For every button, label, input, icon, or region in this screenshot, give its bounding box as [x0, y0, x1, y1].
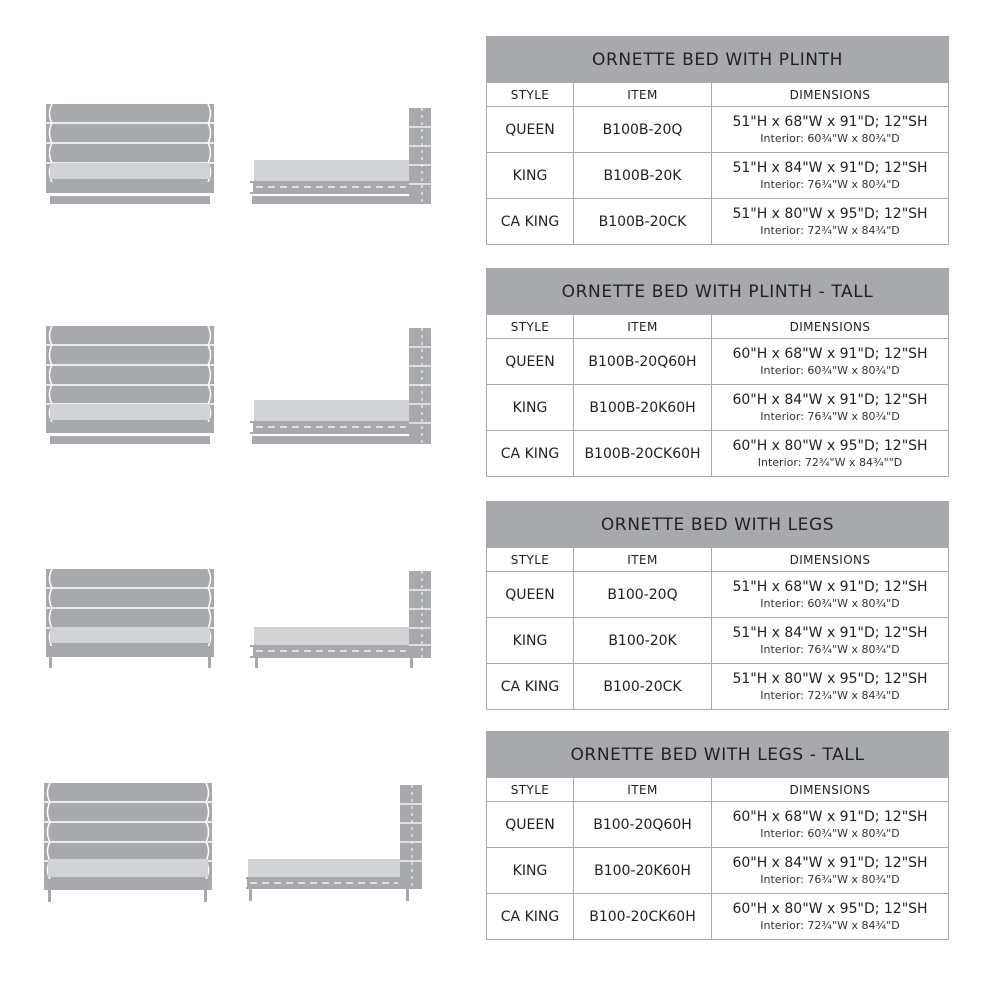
- item-cell: B100B-20CK60H: [574, 431, 712, 477]
- dimensions-text: 51"H x 80"W x 95"D; 12"SH: [732, 670, 928, 687]
- interior-text: Interior: 76¾"W x 80¾"D: [760, 872, 900, 886]
- item-cell: B100-20CK60H: [574, 894, 712, 940]
- table-row: [487, 618, 949, 664]
- item-cell: B100-20K: [574, 618, 712, 664]
- dimensions-text: 51"H x 68"W x 91"D; 12"SH: [732, 113, 928, 130]
- item-cell: B100B-20Q: [574, 107, 712, 153]
- table-row: [487, 339, 949, 385]
- dimensions-text: 60"H x 84"W x 91"D; 12"SH: [732, 391, 928, 408]
- table-row: [487, 848, 949, 894]
- col-header-dimensions: DIMENSIONS: [712, 83, 949, 107]
- table-row: [487, 431, 949, 477]
- col-header-item: ITEM: [574, 778, 712, 802]
- dimensions-cell: [712, 339, 949, 385]
- interior-text: Interior: 60¾"W x 80¾"D: [760, 596, 900, 610]
- dimensions-cell: [712, 153, 949, 199]
- item-cell: B100-20Q60H: [574, 802, 712, 848]
- col-header-dimensions: DIMENSIONS: [712, 548, 949, 572]
- interior-text: Interior: 76¾"W x 80¾"D: [760, 409, 900, 423]
- style-cell: CA KING: [487, 199, 574, 245]
- dimensions-text: 51"H x 84"W x 91"D; 12"SH: [732, 624, 928, 641]
- col-header-style: STYLE: [487, 315, 574, 339]
- dimensions-text: 60"H x 84"W x 91"D; 12"SH: [732, 854, 928, 871]
- bed-front-view-drawing: [44, 104, 216, 206]
- dimensions-cell: [712, 431, 949, 477]
- table-row: [487, 664, 949, 710]
- col-header-item: ITEM: [574, 315, 712, 339]
- style-cell: QUEEN: [487, 802, 574, 848]
- style-cell: CA KING: [487, 431, 574, 477]
- bed-side-view-drawing: [246, 106, 436, 206]
- interior-text: Interior: 76¾"W x 80¾"D: [760, 642, 900, 656]
- bed-front-view-drawing: [44, 783, 216, 905]
- table-row: [487, 572, 949, 618]
- interior-text: Interior: 72¾"W x 84¾"D: [760, 688, 900, 702]
- dimensions-cell: [712, 385, 949, 431]
- table-row: [487, 153, 949, 199]
- dimensions-cell: [712, 894, 949, 940]
- style-cell: QUEEN: [487, 572, 574, 618]
- col-header-dimensions: DIMENSIONS: [712, 778, 949, 802]
- bed-side-view-drawing: [246, 783, 436, 905]
- bed-front-view-drawing: [44, 569, 216, 671]
- interior-text: Interior: 60¾"W x 80¾"D: [760, 131, 900, 145]
- item-cell: B100B-20K60H: [574, 385, 712, 431]
- dimensions-text: 51"H x 80"W x 95"D; 12"SH: [732, 205, 928, 222]
- interior-text: Interior: 72¾"W x 84¾"D: [760, 223, 900, 237]
- col-header-style: STYLE: [487, 83, 574, 107]
- dimensions-text: 60"H x 68"W x 91"D; 12"SH: [732, 808, 928, 825]
- dimensions-cell: [712, 618, 949, 664]
- dimensions-cell: [712, 664, 949, 710]
- table-row: [487, 385, 949, 431]
- dimensions-cell: [712, 107, 949, 153]
- item-cell: B100-20K60H: [574, 848, 712, 894]
- bed-front-view-drawing: [44, 326, 216, 446]
- col-header-style: STYLE: [487, 778, 574, 802]
- dimensions-cell: [712, 199, 949, 245]
- dimensions-text: 60"H x 80"W x 95"D; 12"SH: [732, 900, 928, 917]
- style-cell: KING: [487, 153, 574, 199]
- bed-side-view-drawing: [246, 571, 436, 671]
- item-cell: B100B-20Q60H: [574, 339, 712, 385]
- dimensions-text: 51"H x 84"W x 91"D; 12"SH: [732, 159, 928, 176]
- table-row: [487, 894, 949, 940]
- col-header-style: STYLE: [487, 548, 574, 572]
- spec-table-legs-tall: [486, 731, 949, 940]
- style-cell: CA KING: [487, 894, 574, 940]
- dimensions-cell: [712, 848, 949, 894]
- style-cell: KING: [487, 848, 574, 894]
- item-cell: B100B-20K: [574, 153, 712, 199]
- interior-text: Interior: 72¾"W x 84¾""D: [757, 455, 903, 469]
- item-cell: B100-20Q: [574, 572, 712, 618]
- table-title: ORNETTE BED WITH PLINTH - TALL: [487, 269, 949, 315]
- style-cell: QUEEN: [487, 339, 574, 385]
- dimensions-text: 51"H x 68"W x 91"D; 12"SH: [732, 578, 928, 595]
- style-cell: KING: [487, 618, 574, 664]
- item-cell: B100-20CK: [574, 664, 712, 710]
- dimensions-text: 60"H x 80"W x 95"D; 12"SH: [732, 437, 928, 454]
- item-cell: B100B-20CK: [574, 199, 712, 245]
- col-header-dimensions: DIMENSIONS: [712, 315, 949, 339]
- table-title: ORNETTE BED WITH LEGS: [487, 502, 949, 548]
- table-title: ORNETTE BED WITH LEGS - TALL: [487, 732, 949, 778]
- interior-text: Interior: 60¾"W x 80¾"D: [760, 826, 900, 840]
- dimensions-cell: [712, 572, 949, 618]
- table-row: [487, 107, 949, 153]
- interior-text: Interior: 76¾"W x 80¾"D: [760, 177, 900, 191]
- style-cell: QUEEN: [487, 107, 574, 153]
- table-title: ORNETTE BED WITH PLINTH: [487, 37, 949, 83]
- col-header-item: ITEM: [574, 83, 712, 107]
- style-cell: KING: [487, 385, 574, 431]
- interior-text: Interior: 72¾"W x 84¾"D: [760, 918, 900, 932]
- dimensions-cell: [712, 802, 949, 848]
- col-header-item: ITEM: [574, 548, 712, 572]
- table-row: [487, 199, 949, 245]
- spec-table-legs: [486, 501, 949, 710]
- table-row: [487, 802, 949, 848]
- style-cell: CA KING: [487, 664, 574, 710]
- spec-table-plinth-tall: [486, 268, 949, 477]
- spec-table-plinth: [486, 36, 949, 245]
- interior-text: Interior: 60¾"W x 80¾"D: [760, 363, 900, 377]
- bed-side-view-drawing: [246, 326, 436, 446]
- dimensions-text: 60"H x 68"W x 91"D; 12"SH: [732, 345, 928, 362]
